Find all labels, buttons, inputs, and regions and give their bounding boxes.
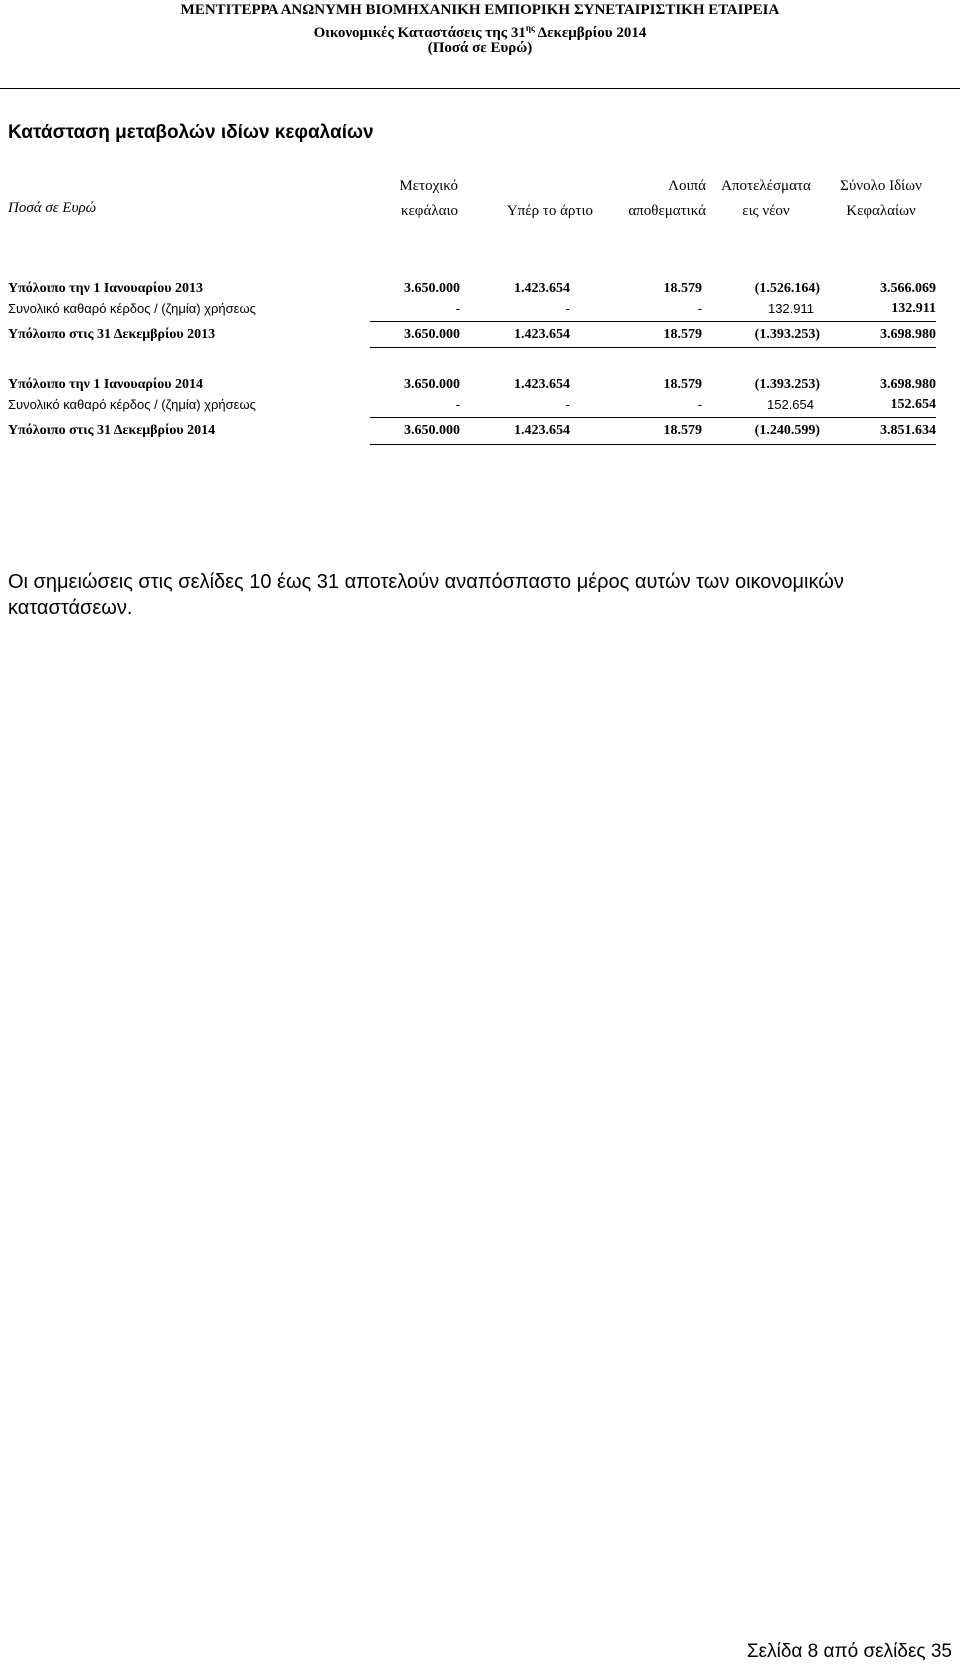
- table-cell: 3.650.000: [404, 281, 460, 296]
- table-cell: 3.566.069: [880, 281, 936, 296]
- column-header-line1: Λοιπά: [668, 178, 706, 194]
- table-cell: 3.698.980: [880, 377, 936, 392]
- column-header-line2: κεφάλαιο: [400, 203, 458, 219]
- statements-title-sup: ης: [525, 23, 535, 33]
- table-cell: -: [455, 397, 460, 412]
- table-cell: (1.393.253): [754, 377, 820, 392]
- table-cell: (1.240.599): [754, 423, 820, 438]
- column-header-share-capital: [360, 174, 458, 224]
- column-header-line2: Κεφαλαίων: [846, 203, 916, 219]
- unit-label: Ποσά σε Ευρώ: [8, 200, 97, 216]
- row-label-net-profit-2014: Συνολικό καθαρό κέρδος / (ζημία) χρήσεως: [8, 397, 256, 412]
- table-cell: 1.423.654: [514, 327, 570, 342]
- column-header-other-reserves: [600, 174, 706, 224]
- total-rule: [370, 347, 936, 348]
- column-header-line1: Σύνολο Ιδίων: [840, 178, 922, 194]
- row-label-balance-jan-2013: Υπόλοιπο την 1 Ιανουαρίου 2013: [8, 281, 204, 296]
- table-cell: 18.579: [663, 377, 702, 392]
- column-header-retained-earnings: [710, 174, 822, 224]
- table-cell: 1.423.654: [514, 423, 570, 438]
- table-cell: (1.526.164): [754, 281, 820, 296]
- column-header-line1: [470, 174, 593, 199]
- column-header-share-premium: [470, 174, 593, 224]
- table-cell: 152.654: [767, 397, 814, 412]
- row-label-balance-dec-2013: Υπόλοιπο στις 31 Δεκεμβρίου 2013: [8, 327, 216, 342]
- section-title: Κατάσταση μεταβολών ιδίων κεφαλαίων: [8, 122, 374, 143]
- column-header-line2: αποθεματικά: [628, 203, 706, 219]
- subtotal-rule: [370, 417, 936, 418]
- table-cell: 18.579: [663, 281, 702, 296]
- table-cell: 18.579: [663, 327, 702, 342]
- table-cell: 3.698.980: [880, 327, 936, 342]
- statements-title-pre: Οικονομικές Καταστάσεις της 31: [313, 25, 526, 41]
- row-label-net-profit-2013: Συνολικό καθαρό κέρδος / (ζημία) χρήσεως: [8, 301, 256, 316]
- table-cell: (1.393.253): [754, 327, 820, 342]
- statements-title-post: Δεκεμβρίου 2014: [534, 25, 647, 41]
- table-cell: 152.654: [890, 397, 936, 412]
- row-label-balance-dec-2014: Υπόλοιπο στις 31 Δεκεμβρίου 2014: [8, 423, 216, 438]
- table-cell: 3.650.000: [404, 327, 460, 342]
- table-cell: -: [565, 301, 570, 316]
- currency-note: (Ποσά σε Ευρώ): [427, 40, 533, 56]
- table-cell: 1.423.654: [514, 281, 570, 296]
- row-label-balance-jan-2014: Υπόλοιπο την 1 Ιανουαρίου 2014: [8, 377, 204, 392]
- table-cell: -: [697, 397, 702, 412]
- column-header-line1: Αποτελέσματα: [721, 178, 811, 194]
- total-rule: [370, 444, 936, 445]
- table-cell: 3.851.634: [880, 423, 936, 438]
- notes-reference: Οι σημειώσεις στις σελίδες 10 έως 31 αποτελούν αναπόσπαστο μέρος αυτών των οικονομικών καταστάσεων.: [8, 571, 844, 619]
- column-header-line2: εις νέον: [742, 203, 790, 219]
- table-cell: 18.579: [663, 423, 702, 438]
- column-header-line2: Υπέρ το άρτιο: [506, 203, 593, 219]
- header-divider: [0, 88, 960, 89]
- table-cell: -: [697, 301, 702, 316]
- table-cell: -: [455, 301, 460, 316]
- table-cell: 132.911: [767, 301, 814, 316]
- column-header-line1: Μετοχικό: [399, 178, 458, 194]
- table-cell: 132.911: [891, 301, 936, 316]
- table-cell: -: [565, 397, 570, 412]
- table-cell: 3.650.000: [404, 423, 460, 438]
- subtotal-rule: [370, 321, 936, 322]
- table-cell: 1.423.654: [514, 377, 570, 392]
- column-header-total-equity: [826, 174, 936, 224]
- table-cell: 3.650.000: [404, 377, 460, 392]
- company-name: ΜΕΝΤΙΤΕΡΡΑ ΑΝΩΝΥΜΗ ΒΙΟΜΗΧΑΝΙΚΗ ΕΜΠΟΡΙΚΗ ΣΥΝΕΤΑΙΡΙΣΤΙΚΗ ΕΤΑΙΡΕΙΑ: [180, 2, 780, 18]
- page-number: Σελίδα 8 από σελίδες 35: [746, 1641, 952, 1662]
